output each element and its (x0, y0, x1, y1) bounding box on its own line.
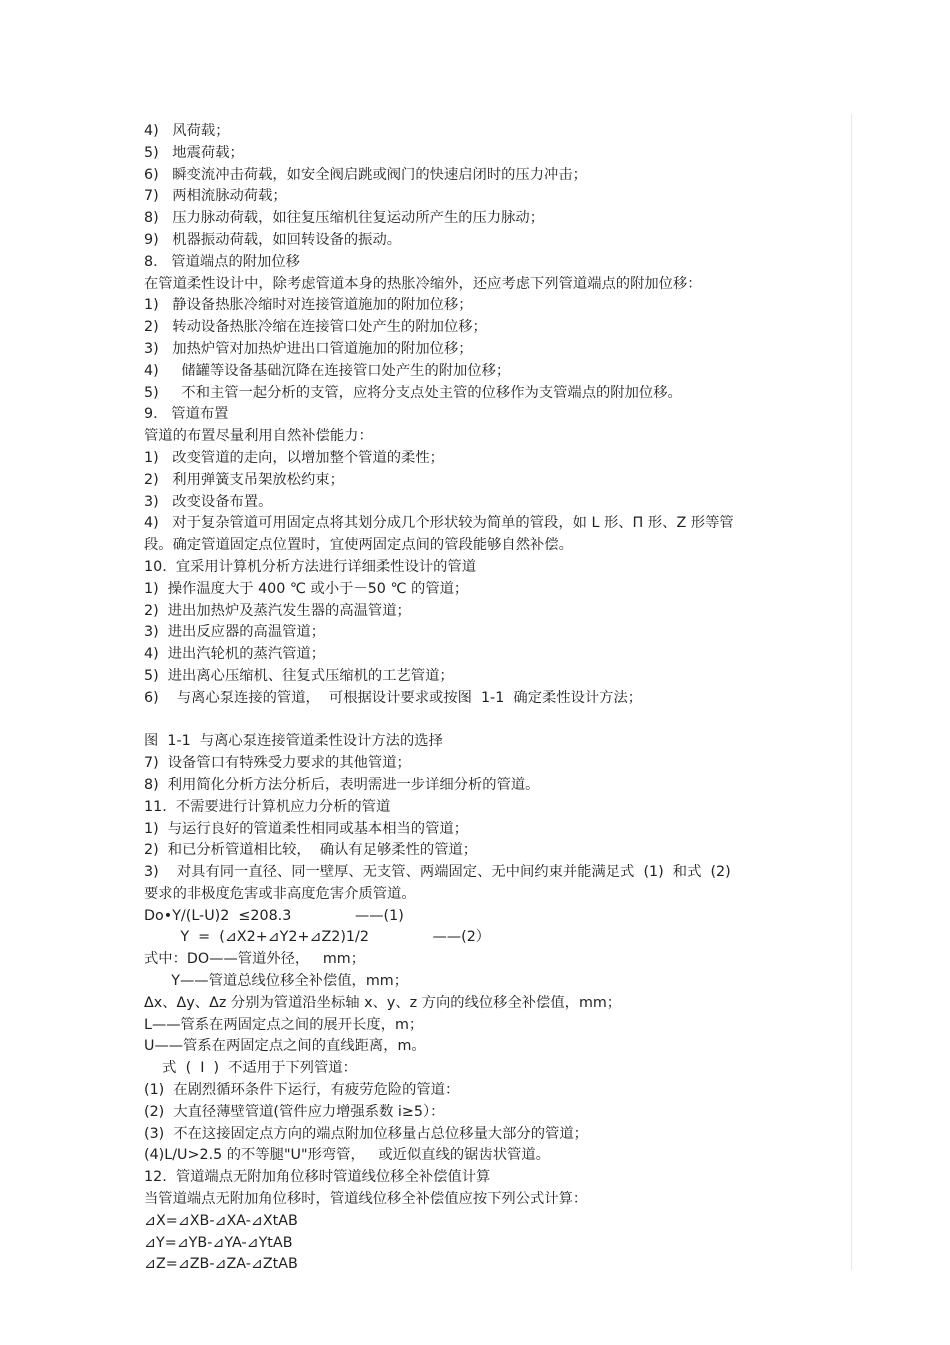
text-line: 7) 两相流脉动荷载； (144, 188, 287, 205)
text-line: 8. 管道端点的附加位移 (144, 253, 300, 270)
text-line: 管道的布置尽量利用自然补偿能力： (144, 428, 373, 445)
text-line: Y——管道总线位移全补偿值，mm； (144, 973, 409, 990)
text-line: 6) 瞬变流冲击荷载，如安全阀启跳或阀门的快速启闭时的压力冲击； (144, 166, 587, 183)
text-line: 9. 管道布置 (144, 406, 229, 423)
text-line: ⊿Z=⊿ZB-⊿ZA-⊿ZtAB (144, 1256, 298, 1273)
text-line: 要求的非极度危害或非高度危害介质管道。 (144, 885, 416, 902)
text-line: 图 1-1 与离心泵连接管道柔性设计方法的选择 (144, 733, 443, 750)
text-line: (3) 不在这接固定点方向的端点附加位移量占总位移量大部分的管道； (144, 1125, 588, 1142)
text-line: 2) 和已分析管道相比较， 确认有足够柔性的管道； (144, 842, 478, 859)
text-line: 12. 管道端点无附加角位移时管道线位移全补偿值计算 (144, 1169, 491, 1186)
text-line: ⊿X=⊿XB-⊿XA-⊿XtAB (144, 1212, 298, 1229)
blank-line (144, 710, 844, 732)
text-line: 段。确定管道固定点位置时，宜使两固定点间的管段能够自然补偿。 (144, 537, 573, 554)
text-line: 1) 静设备热胀冷缩时对连接管道施加的附加位移； (144, 297, 473, 314)
document-body (144, 121, 844, 1276)
text-line: 8) 利用简化分析方法分析后，表明需进一步详细分析的管道。 (144, 776, 540, 793)
text-line: 6) 与离心泵连接的管道， 可根据设计要求或按图 1-1 确定柔性设计方法； (144, 689, 643, 706)
text-line: 3) 进出反应器的高温管道； (144, 624, 326, 641)
text-line: 8) 压力脉动荷载，如往复压缩机往复运动所产生的压力脉动； (144, 210, 545, 227)
text-line: 3) 对具有同一直径、同一壁厚、无支管、两端固定、无中间约束并能满足式 (1) 和式 (2) (144, 864, 731, 881)
text-line: Do•Y/(L-U)2 ≤208.3 ——(1) (144, 907, 404, 924)
text-line: 2) 进出加热炉及蒸汽发生器的高温管道； (144, 602, 411, 619)
text-line: (2) 大直径薄壁管道(管件应力增强系数 i≥5）： (144, 1103, 445, 1120)
text-line: 5) 进出离心压缩机、往复式压缩机的工艺管道； (144, 667, 454, 684)
page-right-border (851, 114, 852, 1270)
text-line: Δx、Δy、Δz 分别为管道沿坐标轴 x、y、z 方向的线位移全补偿值，mm； (144, 994, 622, 1011)
text-line: 5) 地震荷载； (144, 144, 244, 161)
text-line: U——管系在两固定点之间的直线距离，m。 (144, 1038, 426, 1055)
text-line: 4) 风荷载； (144, 123, 230, 139)
text-line: 2) 转动设备热胀冷缩在连接管口处产生的附加位移； (144, 319, 487, 336)
text-line: 1) 操作温度大于 400 ℃ 或小于－50 ℃ 的管道； (144, 580, 469, 597)
text-line: 7) 设备管口有特殊受力要求的其他管道； (144, 755, 411, 772)
text-line: 10. 宜采用计算机分析方法进行详细柔性设计的管道 (144, 558, 477, 575)
text-line: 在管道柔性设计中，除考虑管道本身的热胀冷缩外，还应考虑下列管道端点的附加位移： (144, 275, 702, 292)
text-line: 式中：DO——管道外径， mm； (144, 951, 366, 968)
text-line: 11. 不需要进行计算机应力分析的管道 (144, 798, 391, 815)
text-line: Y = (⊿X2+⊿Y2+⊿Z2)1/2 ——(2） (144, 929, 491, 946)
text-line: 5) 不和主管一起分析的支管，应将分支点处主管的位移作为支管端点的附加位移。 (144, 384, 682, 401)
text-line: 3) 改变设备布置。 (144, 493, 273, 510)
text-line: (4)L/U>2.5 的不等腿"U"形弯管， 或近似直线的锯齿状管道。 (144, 1147, 550, 1164)
text-line: (1) 在剧烈循环条件下运行，有疲劳危险的管道： (144, 1082, 460, 1099)
text-line: 3) 加热炉管对加热炉进出口管道施加的附加位移； (144, 340, 473, 357)
text-line: 4) 储罐等设备基础沉降在连接管口处产生的附加位移； (144, 362, 511, 379)
text-line: ⊿Y=⊿YB-⊿YA-⊿YtAB (144, 1234, 293, 1251)
text-line: 4) 对于复杂管道可用固定点将其划分成几个形状较为简单的管段，如 L 形、Π 形、Z 形等管 (144, 515, 734, 532)
text-line: 4) 进出汽轮机的蒸汽管道； (144, 646, 326, 663)
text-line: 式 ( Ⅰ ) 不适用于下列管道： (144, 1060, 357, 1077)
text-line: 9) 机器振动荷载，如回转设备的振动。 (144, 231, 402, 248)
text-line: 1) 与运行良好的管道柔性相同或基本相当的管道； (144, 820, 468, 837)
text-line: 当管道端点无附加角位移时，管道线位移全补偿值应按下列公式计算： (144, 1191, 588, 1208)
text-line: L——管系在两固定点之间的展开长度，m； (144, 1016, 424, 1033)
text-line: 2) 利用弹簧支吊架放松约束； (144, 471, 344, 488)
text-line: 1) 改变管道的走向，以增加整个管道的柔性； (144, 449, 444, 466)
